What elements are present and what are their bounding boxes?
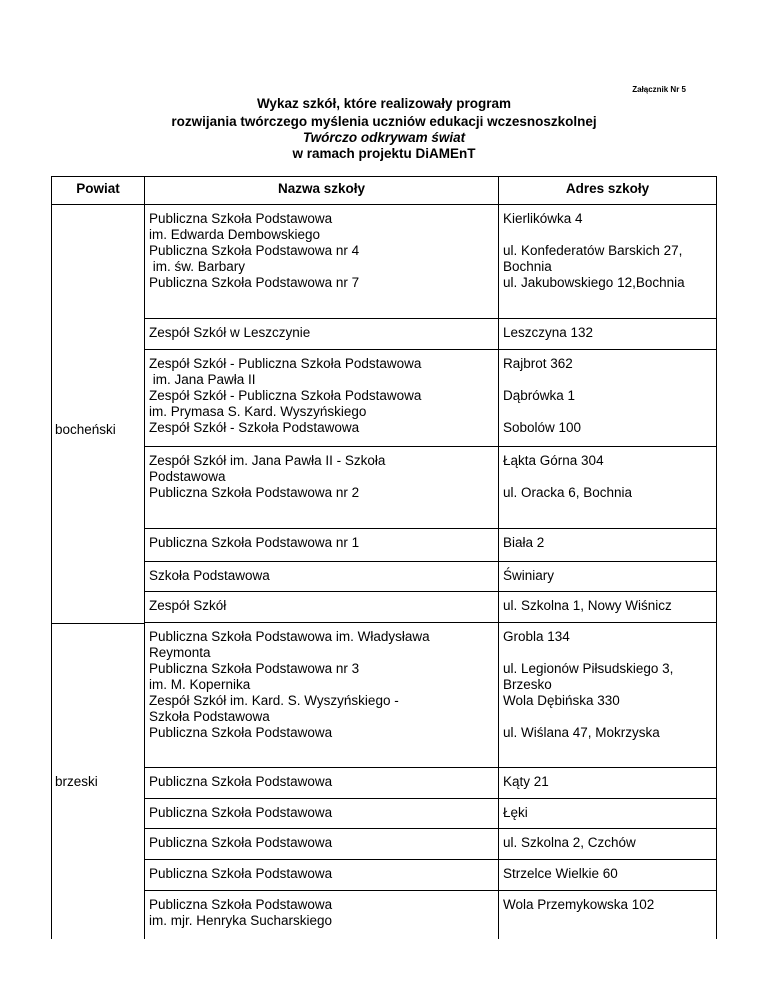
school-name: Zespół Szkół xyxy=(149,598,227,613)
school-address xyxy=(503,227,716,243)
table-header-row xyxy=(52,177,717,205)
school-name: Publiczna Szkoła Podstawowa xyxy=(149,774,333,789)
school-name: Zespół Szkół - Publiczna Szkoła Podstawowa xyxy=(149,356,422,371)
school-group-names xyxy=(145,768,498,799)
school-name: Publiczna Szkoła Podstawowa xyxy=(149,211,333,226)
school-address: Sobolów 100 xyxy=(503,420,582,435)
school-name: Podstawowa xyxy=(149,469,226,484)
column-header-powiat: Powiat xyxy=(52,177,145,205)
school-address: ul. Konfederatów Barskich 27, xyxy=(503,243,683,258)
school-group-names xyxy=(145,447,498,529)
school-name: Publiczna Szkoła Podstawowa xyxy=(149,835,333,850)
school-address: Strzelce Wielkie 60 xyxy=(503,866,618,881)
school-group-addresses xyxy=(499,205,716,319)
school-group-addresses xyxy=(499,799,716,829)
school-name: Zespół Szkół im. Kard. S. Wyszyńskiego - xyxy=(149,693,399,708)
powiat-name: brzeski xyxy=(55,773,98,789)
school-group-addresses xyxy=(499,562,716,592)
school-group-addresses xyxy=(499,529,716,562)
school-address: Świniary xyxy=(503,568,555,583)
school-group-names xyxy=(145,319,498,350)
school-group-names xyxy=(145,623,498,768)
school-address: ul. Oracka 6, Bochnia xyxy=(503,485,633,500)
doc-title-line4: w ramach projektu DiAMEnT xyxy=(292,146,476,161)
school-name: Reymonta xyxy=(149,645,211,660)
school-address: Biała 2 xyxy=(503,535,545,550)
school-group-addresses xyxy=(499,891,716,939)
school-address: Wola Przemykowska 102 xyxy=(503,897,655,912)
school-name: im. mjr. Henryka Sucharskiego xyxy=(149,913,333,928)
school-group-names xyxy=(145,562,498,592)
doc-title-line1: Wykaz szkół, które realizowały program xyxy=(256,96,512,111)
school-name: im. M. Kopernika xyxy=(149,677,251,692)
school-group-addresses xyxy=(499,319,716,350)
doc-title-line2: rozwijania twórczego myślenia uczniów edukacji wczesnoszkolnej xyxy=(171,114,597,129)
school-address: ul. Szkolna 2, Czchów xyxy=(503,835,636,850)
school-name: Publiczna Szkoła Podstawowa xyxy=(149,725,333,740)
school-address: ul. Wiślana 47, Mokrzyska xyxy=(503,725,660,740)
column-header-name: Nazwa szkoły xyxy=(145,177,499,205)
schools-table xyxy=(51,176,717,939)
school-name: im. św. Barbary xyxy=(149,259,246,274)
district-row xyxy=(52,205,717,624)
school-name: Publiczna Szkoła Podstawowa im. Władysława xyxy=(149,629,430,644)
school-names-cell xyxy=(145,623,499,939)
school-address: Grobla 134 xyxy=(503,629,570,644)
school-group-names xyxy=(145,829,498,860)
school-address: Leszczyna 132 xyxy=(503,325,594,340)
school-name: Zespół Szkół w Leszczynie xyxy=(149,325,311,340)
school-group-addresses xyxy=(499,592,716,623)
school-group-addresses xyxy=(499,860,716,891)
school-name: im. Prymasa S. Kard. Wyszyńskiego xyxy=(149,404,367,419)
school-address xyxy=(503,404,716,420)
school-name: Publiczna Szkoła Podstawowa nr 2 xyxy=(149,485,360,500)
school-name: Zespół Szkół im. Jana Pawła II - Szkoła xyxy=(149,453,386,468)
school-name: im. Jana Pawła II xyxy=(149,372,256,387)
school-group-names xyxy=(145,799,498,829)
school-address: Kierlikówka 4 xyxy=(503,211,583,226)
school-group-names xyxy=(145,350,498,447)
school-group-addresses xyxy=(499,623,716,768)
school-group-names xyxy=(145,592,498,623)
school-name: Publiczna Szkoła Podstawowa nr 3 xyxy=(149,661,360,676)
school-address: Łąkta Górna 304 xyxy=(503,453,604,468)
school-name: Szkoła Podstawowa xyxy=(149,568,270,583)
school-name: Publiczna Szkoła Podstawowa nr 1 xyxy=(149,535,360,550)
school-name: Publiczna Szkoła Podstawowa xyxy=(149,897,333,912)
school-group-addresses xyxy=(499,447,716,529)
school-name: Zespół Szkół - Publiczna Szkoła Podstawowa xyxy=(149,388,422,403)
school-address xyxy=(503,469,716,485)
school-name: Zespół Szkół - Szkoła Podstawowa xyxy=(149,420,360,435)
school-group-addresses xyxy=(499,350,716,447)
school-name: Publiczna Szkoła Podstawowa nr 7 xyxy=(149,275,360,290)
school-address: Wola Dębińska 330 xyxy=(503,693,620,708)
powiat-cell xyxy=(52,623,145,939)
school-group-addresses xyxy=(499,768,716,799)
school-address: Bochnia xyxy=(503,259,552,274)
school-address: ul. Legionów Piłsudskiego 3, xyxy=(503,661,674,676)
school-name: Publiczna Szkoła Podstawowa xyxy=(149,866,333,881)
school-address: Łęki xyxy=(503,805,528,820)
school-address-cell xyxy=(499,205,717,624)
school-address xyxy=(503,709,716,725)
school-address: ul. Szkolna 1, Nowy Wiśnicz xyxy=(503,598,672,613)
school-address xyxy=(503,372,716,388)
school-names-cell xyxy=(145,205,499,624)
school-address xyxy=(503,645,716,661)
school-address: Kąty 21 xyxy=(503,774,549,789)
school-group-names xyxy=(145,205,498,319)
powiat-cell xyxy=(52,205,145,624)
school-group-names xyxy=(145,529,498,562)
school-group-names xyxy=(145,860,498,891)
annex-label: Załącznik Nr 5 xyxy=(632,85,686,94)
powiat-name: bocheński xyxy=(55,422,116,437)
school-address: ul. Jakubowskiego 12,Bochnia xyxy=(503,275,685,290)
district-row xyxy=(52,623,717,939)
school-name: Publiczna Szkoła Podstawowa xyxy=(149,805,333,820)
school-group-names xyxy=(145,891,498,939)
school-address: Dąbrówka 1 xyxy=(503,388,576,403)
school-name: Szkoła Podstawowa xyxy=(149,709,270,724)
column-header-address: Adres szkoły xyxy=(499,177,717,205)
school-group-addresses xyxy=(499,829,716,860)
school-name: Publiczna Szkoła Podstawowa nr 4 xyxy=(149,243,360,258)
doc-title-program: Twórczo odkrywam świat xyxy=(302,130,466,145)
school-address: Brzesko xyxy=(503,677,552,692)
school-address-cell xyxy=(499,623,717,939)
school-address: Rajbrot 362 xyxy=(503,356,573,371)
school-name: im. Edwarda Dembowskiego xyxy=(149,227,321,242)
